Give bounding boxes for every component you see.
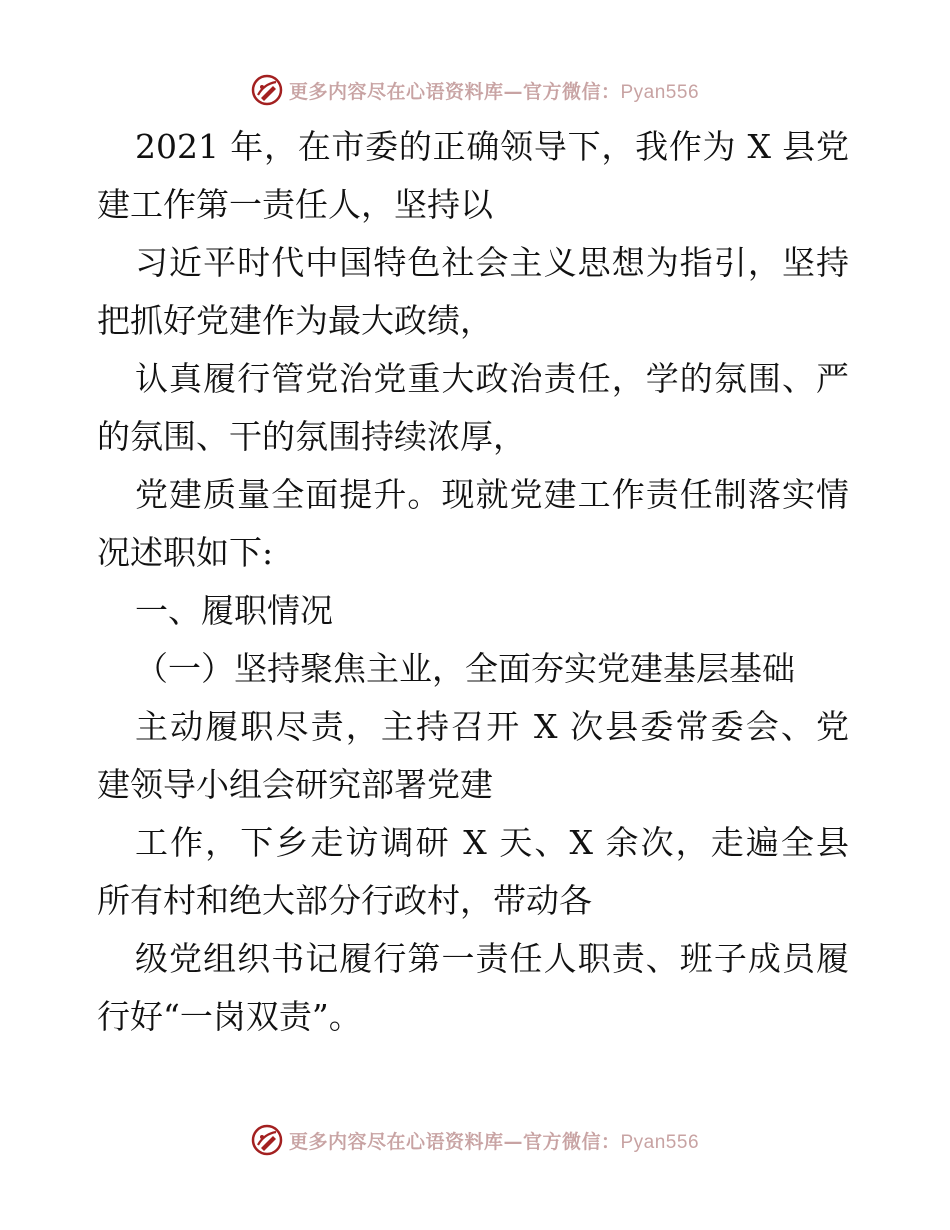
paragraph-line: 建领导小组会研究部署党建 (97, 765, 493, 804)
footer-watermark (0, 1120, 950, 1160)
paragraph-line: 的氛围、干的氛围持续浓厚， (97, 417, 526, 456)
subsection-heading: （一）坚持聚焦主业，全面夯实党建基层基础 (135, 649, 795, 688)
document-body (97, 118, 867, 1046)
paragraph-line: 工作，下乡走访调研 X 天、X 余次，走遍全县 (135, 823, 849, 862)
section-heading: 一、履职情况 (135, 591, 333, 630)
watermark-text: 更多内容尽在心语资料库—官方微信：Pyan556 (288, 80, 700, 103)
paragraph-line: 级党组织书记履行第一责任人职责、班子成员履 (135, 939, 849, 978)
paragraph-line: 所有村和绝大部分行政村，带动各 (97, 881, 592, 920)
paragraph-line: 建工作第一责任人，坚持以 (97, 185, 493, 224)
paragraph-line: 党建质量全面提升。现就党建工作责任制落实情 (135, 475, 849, 514)
paragraph-line: 况述职如下: (97, 533, 274, 572)
paragraph-line: 把抓好党建作为最大政绩， (97, 301, 493, 340)
paragraph-line: 2021 年，在市委的正确领导下，我作为 X 县党 (135, 127, 849, 166)
watermark-text: 更多内容尽在心语资料库—官方微信：Pyan556 (288, 1130, 700, 1153)
paragraph-line: 习近平时代中国特色社会主义思想为指引，坚持 (135, 243, 849, 282)
pen-logo-icon (251, 74, 283, 106)
paragraph-line: 认真履行管党治党重大政治责任，学的氛围、严 (135, 359, 849, 398)
header-watermark (0, 70, 950, 110)
pen-logo-icon (251, 1124, 283, 1156)
paragraph-line: 主动履职尽责，主持召开 X 次县委常委会、党 (135, 707, 849, 746)
paragraph-line: 行好“一岗双责”。 (97, 997, 362, 1036)
